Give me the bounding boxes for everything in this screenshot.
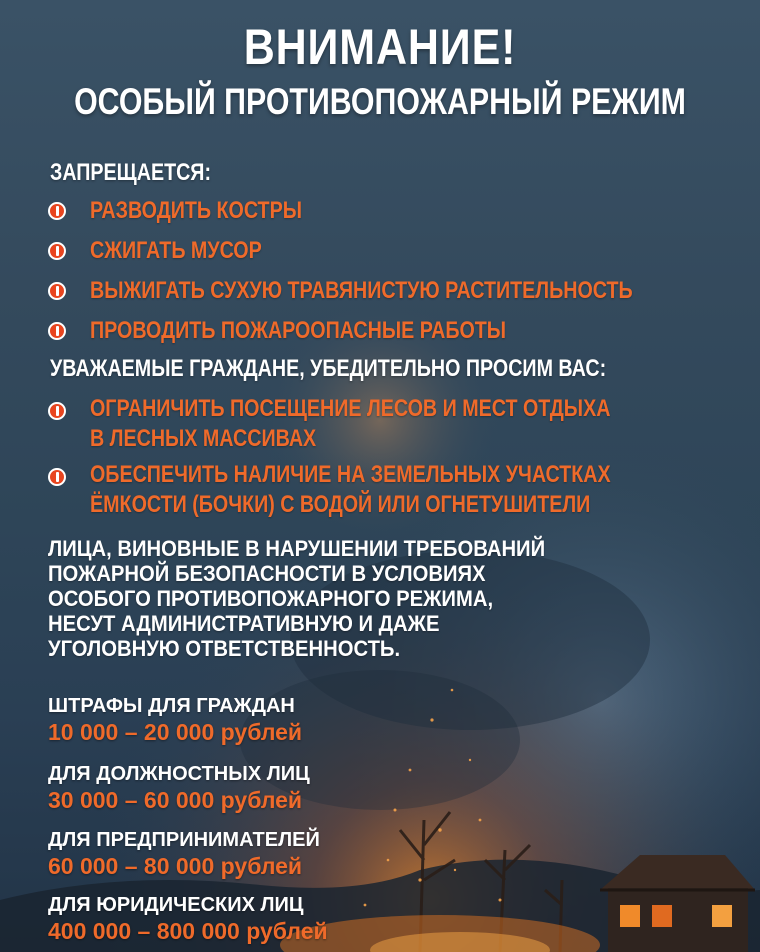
- prohibited-item: [48, 234, 299, 268]
- liability-line: УГОЛОВНУЮ ОТВЕТСТВЕННОСТЬ.: [48, 636, 401, 661]
- prohibited-item: [48, 194, 349, 228]
- poster-title: ВНИМАНИЕ!: [243, 19, 517, 75]
- fine-amount-citizens: 10 000 – 20 000 рублей: [48, 719, 303, 745]
- appeal-item-line: ОБЕСПЕЧИТЬ НАЛИЧИЕ НА ЗЕМЕЛЬНЫХ УЧАСТКАХ: [90, 461, 611, 488]
- prohibited-item: [48, 274, 752, 308]
- exclamation-circle-icon: [48, 242, 66, 260]
- liability-line: НЕСУТ АДМИНИСТРАТИВНУЮ И ДАЖЕ: [48, 611, 440, 636]
- exclamation-circle-icon: [48, 322, 66, 340]
- appeal-item-line: В ЛЕСНЫХ МАССИВАХ: [90, 425, 317, 452]
- poster-subtitle: ОСОБЫЙ ПРОТИВОПОЖАРНЫЙ РЕЖИМ: [74, 81, 686, 122]
- appeal-item: [48, 394, 725, 454]
- prohibited-item: [48, 314, 597, 348]
- exclamation-circle-icon: [48, 282, 66, 300]
- fine-label-citizens: ШТРАФЫ ДЛЯ ГРАЖДАН: [48, 695, 295, 717]
- prohibited-item-text: ВЫЖИГАТЬ СУХУЮ ТРАВЯНИСТУЮ РАСТИТЕЛЬНОСТЬ: [90, 277, 633, 304]
- prohibited-item-text: СЖИГАТЬ МУСОР: [90, 237, 262, 264]
- fine-label-officials: ДЛЯ ДОЛЖНОСТНЫХ ЛИЦ: [48, 763, 310, 785]
- appeal-item: [48, 460, 725, 520]
- liability-notice: [48, 536, 588, 661]
- fine-amount-legal-entities: 400 000 – 800 000 рублей: [48, 918, 328, 944]
- prohibited-heading: ЗАПРЕЩАЕТСЯ:: [50, 159, 212, 186]
- exclamation-circle-icon: [48, 468, 66, 486]
- exclamation-circle-icon: [48, 402, 66, 420]
- appeal-item-line: ОГРАНИЧИТЬ ПОСЕЩЕНИЕ ЛЕСОВ И МЕСТ ОТДЫХА: [90, 395, 611, 422]
- liability-line: ПОЖАРНОЙ БЕЗОПАСНОСТИ В УСЛОВИЯХ: [48, 561, 486, 586]
- prohibited-item-text: ПРОВОДИТЬ ПОЖАРООПАСНЫЕ РАБОТЫ: [90, 317, 507, 344]
- fine-amount-entrepreneurs: 60 000 – 80 000 рублей: [48, 853, 303, 879]
- appeal-heading: УВАЖАЕМЫЕ ГРАЖДАНЕ, УБЕДИТЕЛЬНО ПРОСИМ ВАС:: [50, 355, 607, 382]
- appeal-item-line: ЁМКОСТИ (БОЧКИ) С ВОДОЙ ИЛИ ОГНЕТУШИТЕЛИ: [90, 491, 591, 518]
- liability-line: ОСОБОГО ПРОТИВОПОЖАРНОГО РЕЖИМА,: [48, 586, 494, 611]
- exclamation-circle-icon: [48, 202, 66, 220]
- fine-amount-officials: 30 000 – 60 000 рублей: [48, 787, 303, 813]
- fine-label-legal-entities: ДЛЯ ЮРИДИЧЕСКИХ ЛИЦ: [48, 894, 304, 916]
- prohibited-item-text: РАЗВОДИТЬ КОСТРЫ: [90, 197, 302, 224]
- fine-label-entrepreneurs: ДЛЯ ПРЕДПРИНИМАТЕЛЕЙ: [48, 829, 320, 851]
- liability-line: ЛИЦА, ВИНОВНЫЕ В НАРУШЕНИИ ТРЕБОВАНИЙ: [48, 536, 546, 561]
